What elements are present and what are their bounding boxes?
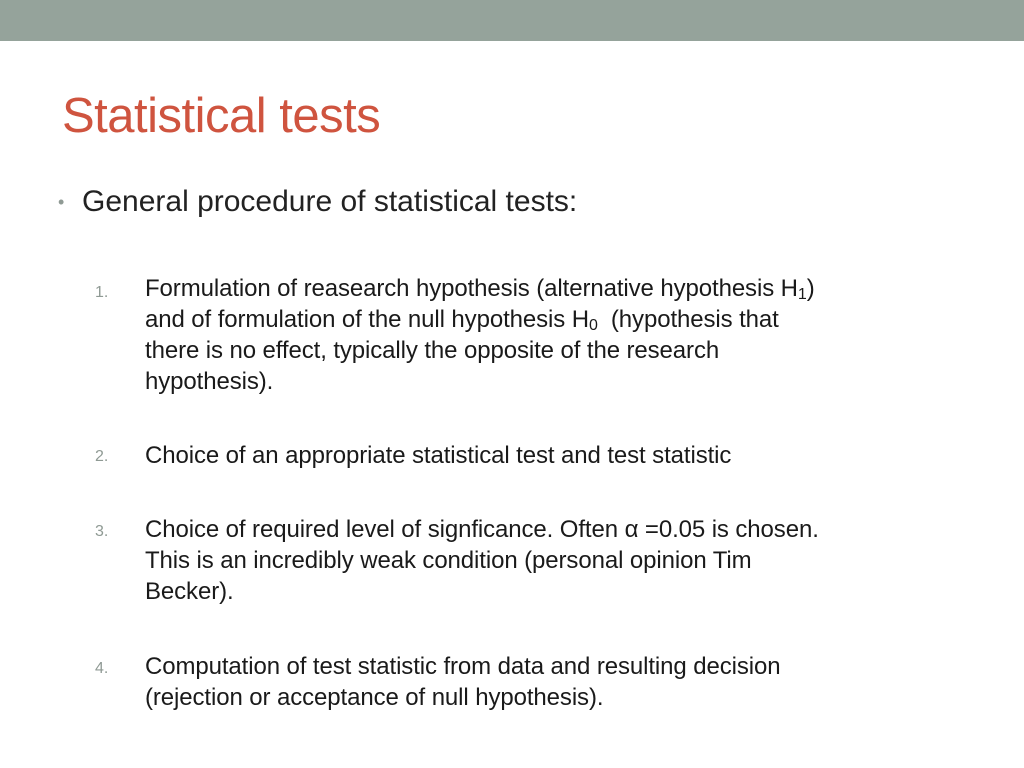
list-item-text xyxy=(145,514,965,607)
slide-title: Statistical tests xyxy=(62,89,381,143)
text-line: (rejection or acceptance of null hypothesis). xyxy=(145,684,604,711)
text-line: there is no effect, typically the opposite of the research xyxy=(145,337,720,364)
text-line: Computation of test statistic from data and resulting decision xyxy=(145,653,781,680)
text-line xyxy=(145,304,965,335)
list-item-number: 1. xyxy=(95,284,109,301)
text-line: This is an incredibly weak condition (personal opinion Tim xyxy=(145,547,752,574)
list-item-text xyxy=(145,651,965,713)
bullet-marker: • xyxy=(58,192,65,212)
subscript: 0 xyxy=(588,317,598,334)
list-item-number: 3. xyxy=(95,523,109,540)
text-span: (hypothesis that xyxy=(597,306,779,333)
text-line: Becker). xyxy=(145,578,234,605)
text-line: Choice of required level of signficance. Often α =0.05 is chosen. xyxy=(145,516,819,543)
top-band xyxy=(0,0,1024,41)
text-line: hypothesis). xyxy=(145,368,274,395)
list-item-text xyxy=(145,273,965,397)
subscript: 1 xyxy=(797,286,807,303)
text-span: and of formulation of the null hypothesis H xyxy=(145,306,589,333)
text-span: Formulation of reasearch hypothesis (alternative hypothesis H xyxy=(145,275,798,302)
list-item-number: 4. xyxy=(95,660,109,677)
text-line: Choice of an appropriate statistical test and test statistic xyxy=(145,442,732,469)
list-item-number: 2. xyxy=(95,448,109,465)
list-item-text xyxy=(145,440,965,471)
text-span: ) xyxy=(806,275,815,302)
text-line xyxy=(145,273,965,304)
bullet-text: General procedure of statistical tests: xyxy=(82,185,578,218)
